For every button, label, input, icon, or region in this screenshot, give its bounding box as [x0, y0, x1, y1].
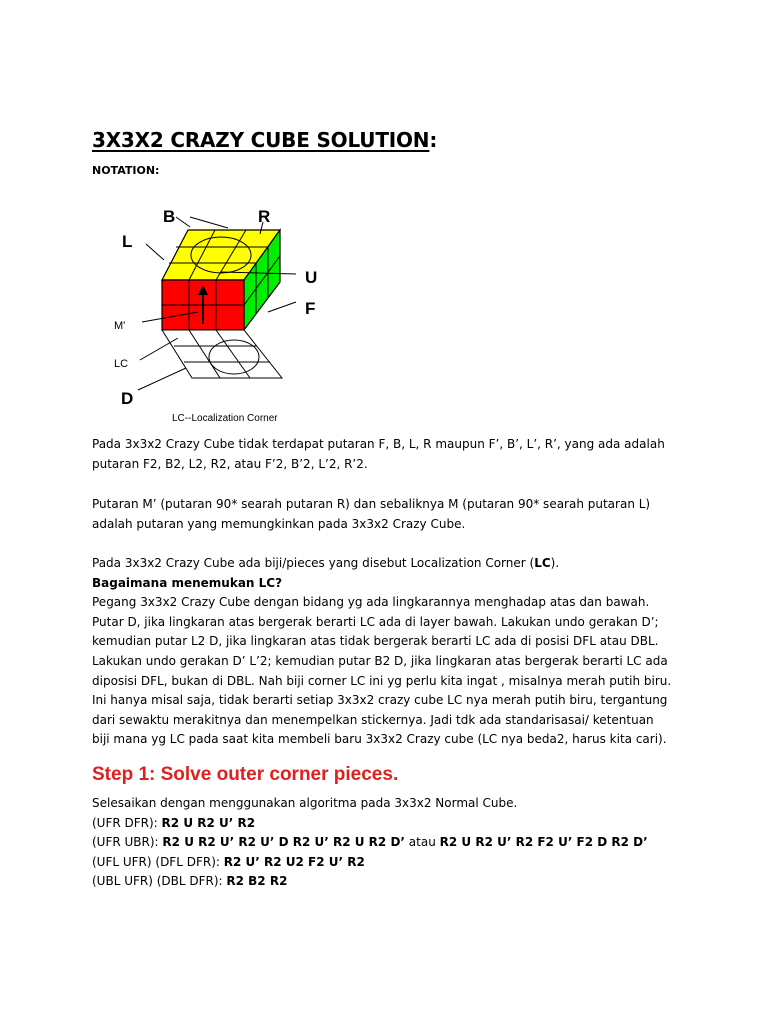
step-1-intro: Selesaikan dengan menggunakan algoritma pada 3x3x2 Normal Cube.	[92, 796, 518, 810]
paragraph-3	[92, 554, 692, 750]
cube-diagram	[100, 200, 318, 430]
label-B: B	[163, 207, 176, 226]
figure-caption: LC--Localization Corner	[172, 413, 278, 424]
text-span: Pada 3x3x2 Crazy Cube ada biji/pieces yang disebut Localization Corner (	[92, 556, 535, 570]
paragraph-line: kemudian putar L2 D, jika lingkaran atas tidak bergerak berarti LC ada di posisi DFL atau DBL.	[92, 634, 659, 649]
step-1-heading: Step 1: Solve outer corner pieces.	[92, 764, 399, 785]
text-span: ).	[550, 556, 560, 570]
paragraph-line: Putar D, jika lingkaran atas bergerak berarti LC ada di layer bawah. Lakukan undo gerakan D’;	[92, 614, 659, 629]
alg-case: (UFR DFR):	[92, 815, 162, 830]
alg-moves: R2 U R2 U’ R2 U’ D R2 U’ R2 U R2 D’	[162, 835, 405, 850]
algorithm-line	[92, 872, 692, 892]
paragraph-line: Ini hanya misal saja, tidak berarti setiap 3x3x2 crazy cube LC nya merah putih biru, tergantung	[92, 693, 668, 708]
label-U: U	[305, 268, 318, 287]
label-F: F	[305, 299, 316, 318]
alg-moves-alt: R2 U R2 U’ R2 F2 U’ F2 D R2 D’	[439, 835, 648, 850]
label-LC: LC	[114, 358, 129, 370]
label-R: R	[258, 207, 271, 226]
alg-case: (UFR UBR):	[92, 835, 163, 850]
paragraph-line: biji mana yg LC pada saat kita membeli baru 3x3x2 Crazy cube (LC nya beda2, harus kita cari).	[92, 732, 667, 747]
paragraph-line: putaran F2, B2, L2, R2, atau F’2, B’2, L’2, R’2.	[92, 456, 368, 471]
paragraph-line: Pada 3x3x2 Crazy Cube tidak terdapat putaran F, B, L, R maupun F’, B’, L’, R’, yang ada adalah	[92, 437, 665, 451]
page-title-text: 3X3X2 CRAZY CUBE SOLUTION	[92, 128, 430, 152]
paragraph-1	[92, 435, 692, 474]
paragraph-line	[92, 554, 692, 574]
alg-case: (UFL UFR) (DFL DFR):	[92, 854, 224, 869]
paragraph-line: Lakukan undo gerakan D’ L’2; kemudian putar B2 D, jika lingkaran atas bergerak berarti LC ada	[92, 653, 668, 668]
cube-notation-figure	[100, 200, 318, 430]
label-L: L	[122, 232, 133, 251]
algorithm-line	[92, 833, 692, 853]
paragraph-2	[92, 495, 692, 534]
page-title	[92, 128, 437, 152]
paragraph-line: adalah putaran yang memungkinkan pada 3x3x2 Crazy Cube.	[92, 516, 466, 531]
paragraph-line: diposisi DFL, bukan di DBL. Nah biji corner LC ini yg perlu kita ingat , misalnya merah putih biru.	[92, 673, 672, 688]
alg-moves: R2 U’ R2 U2 F2 U’ R2	[223, 854, 365, 869]
algorithm-line	[92, 814, 692, 834]
lc-question-heading: Bagaimana menemukan LC?	[92, 575, 283, 590]
alg-or-text: atau	[404, 835, 440, 850]
lc-bold: LC	[534, 556, 551, 570]
alg-moves: R2 U R2 U’ R2	[161, 815, 256, 830]
label-D: D	[121, 389, 134, 408]
algorithm-line	[92, 853, 692, 873]
label-M: M'	[114, 320, 126, 332]
notation-label: NOTATION:	[92, 164, 160, 177]
alg-case: (UBL UFR) (DBL DFR):	[92, 874, 227, 889]
step-1-body	[92, 794, 692, 892]
page-title-colon: :	[429, 128, 438, 152]
paragraph-line: dari sewaktu merakitnya dan menempelkan stickernya. Jadi tdk ada standarisasai/ ketentuan	[92, 712, 654, 727]
paragraph-line: Putaran M’ (putaran 90* searah putaran R) dan sebaliknya M (putaran 90* searah putaran L)	[92, 497, 651, 511]
alg-moves: R2 B2 R2	[226, 874, 288, 889]
paragraph-line: Pegang 3x3x2 Crazy Cube dengan bidang yg ada lingkarannya menghadap atas dan bawah.	[92, 595, 650, 610]
